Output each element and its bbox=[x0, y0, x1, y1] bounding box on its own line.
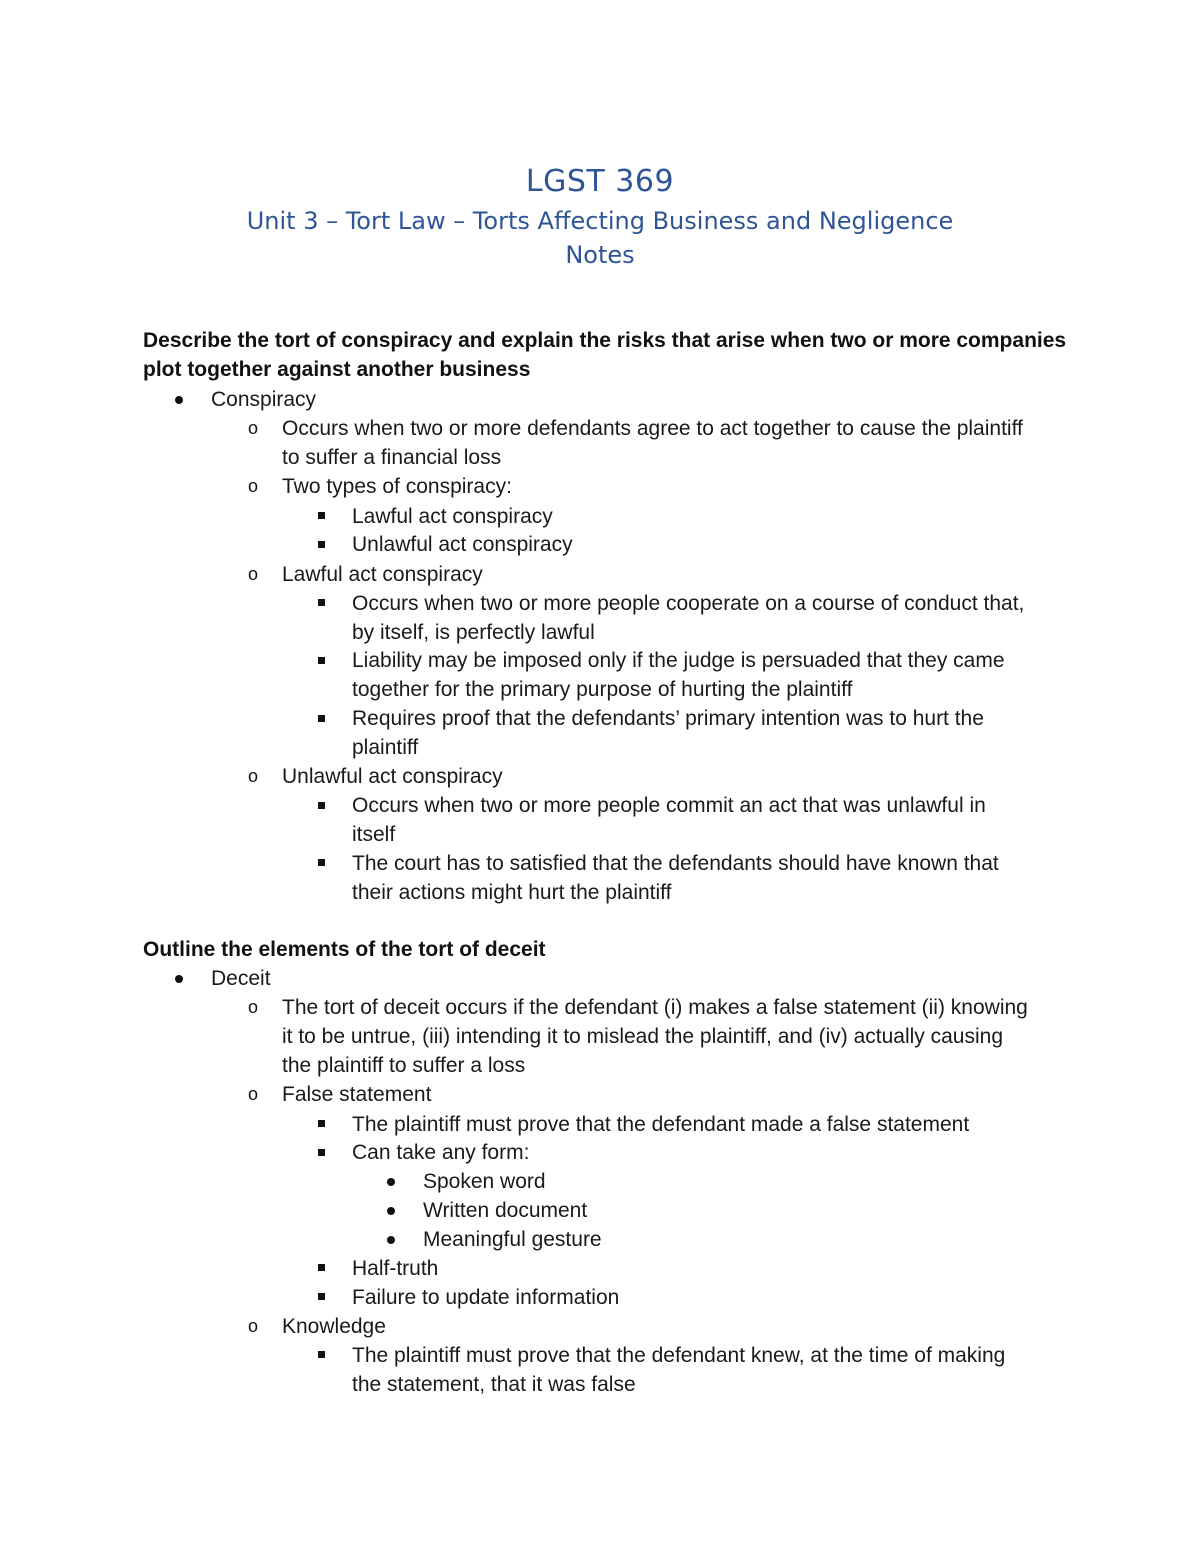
list-item: Half-truth bbox=[352, 1257, 439, 1280]
list-item: Conspiracy bbox=[211, 388, 317, 411]
bullet-square-icon bbox=[318, 541, 325, 548]
bullet-square-icon bbox=[318, 657, 325, 664]
bullet-circle-icon: o bbox=[248, 766, 259, 786]
bullet-square-icon bbox=[318, 1120, 325, 1127]
list-item: Requires proof that the defendants’ primary intention was to hurt the bbox=[352, 707, 984, 730]
list-item-continuation: it to be untrue, (iii) intending it to mislead the plaintiff, and (iv) actually causing bbox=[282, 1025, 1003, 1048]
bullet-square-icon bbox=[318, 715, 325, 722]
bullet-square-icon bbox=[318, 599, 325, 606]
subtitle-line-1: Unit 3 – Tort Law – Torts Affecting Business and Negligence bbox=[246, 207, 954, 235]
bullet-square-icon bbox=[318, 1264, 325, 1271]
list-item: Liability may be imposed only if the judge is persuaded that they came bbox=[352, 649, 1005, 672]
list-item: Meaningful gesture bbox=[423, 1228, 602, 1251]
list-item: Two types of conspiracy: bbox=[282, 475, 512, 498]
list-item-continuation: the plaintiff to suffer a loss bbox=[282, 1054, 526, 1077]
bullet-dot-icon bbox=[387, 1207, 395, 1215]
bullet-circle-icon: o bbox=[248, 476, 259, 496]
bullet-square-icon bbox=[318, 802, 325, 809]
bullet-square-icon bbox=[318, 512, 325, 519]
list-item: Can take any form: bbox=[352, 1141, 530, 1164]
list-item: Occurs when two or more defendants agree to act together to cause the plaintiff bbox=[282, 417, 1023, 440]
list-item: The court has to satisfied that the defendants should have known that bbox=[352, 852, 999, 875]
bullet-dot-icon bbox=[387, 1236, 395, 1244]
list-item-continuation: by itself, is perfectly lawful bbox=[352, 621, 595, 644]
list-item: Unlawful act conspiracy bbox=[282, 765, 503, 788]
bullet-square-icon bbox=[318, 1293, 325, 1300]
subtitle-line-2: Notes bbox=[565, 241, 635, 269]
list-item: The tort of deceit occurs if the defendant (i) makes a false statement (ii) knowing bbox=[282, 996, 1028, 1019]
bullet-circle-icon: o bbox=[248, 1316, 259, 1336]
heading-line: Describe the tort of conspiracy and explain the risks that arise when two or more companies bbox=[143, 329, 1067, 352]
list-item: Occurs when two or more people commit an act that was unlawful in bbox=[352, 794, 986, 817]
bullet-square-icon bbox=[318, 859, 325, 866]
section-heading-conspiracy bbox=[143, 326, 1066, 384]
list-item: Written document bbox=[423, 1199, 588, 1222]
list-item: Lawful act conspiracy bbox=[352, 505, 553, 528]
list-item: Deceit bbox=[211, 967, 271, 990]
list-item-continuation: plaintiff bbox=[352, 736, 419, 759]
bullet-square-icon bbox=[318, 1351, 325, 1358]
bullet-circle-icon: o bbox=[248, 564, 259, 584]
list-item: Unlawful act conspiracy bbox=[352, 533, 573, 556]
list-item: Failure to update information bbox=[352, 1286, 620, 1309]
bullet-circle-icon: o bbox=[248, 997, 259, 1017]
list-item-continuation: itself bbox=[352, 823, 396, 846]
bullet-square-icon bbox=[318, 1149, 325, 1156]
list-item-continuation: their actions might hurt the plaintiff bbox=[352, 881, 672, 904]
list-item-continuation: the statement, that it was false bbox=[352, 1373, 636, 1396]
list-item: The plaintiff must prove that the defendant knew, at the time of making bbox=[352, 1344, 1006, 1367]
list-item-continuation: together for the primary purpose of hurting the plaintiff bbox=[352, 678, 853, 701]
list-item: Occurs when two or more people cooperate on a course of conduct that, bbox=[352, 592, 1025, 615]
list-item: Lawful act conspiracy bbox=[282, 563, 483, 586]
list-item: Spoken word bbox=[423, 1170, 546, 1193]
bullet-dot-icon bbox=[175, 975, 183, 983]
bullet-circle-icon: o bbox=[248, 1084, 259, 1104]
document-subtitle bbox=[0, 204, 1200, 272]
heading-line: plot together against another business bbox=[143, 358, 531, 381]
section-heading-deceit: Outline the elements of the tort of deceit bbox=[143, 938, 546, 961]
list-item-continuation: to suffer a financial loss bbox=[282, 446, 502, 469]
document-title: LGST 369 bbox=[525, 164, 675, 199]
list-item: Knowledge bbox=[282, 1315, 386, 1338]
bullet-dot-icon bbox=[175, 396, 183, 404]
bullet-circle-icon: o bbox=[248, 418, 259, 438]
list-item: False statement bbox=[282, 1083, 432, 1106]
list-item: The plaintiff must prove that the defendant made a false statement bbox=[352, 1113, 970, 1136]
bullet-dot-icon bbox=[387, 1178, 395, 1186]
